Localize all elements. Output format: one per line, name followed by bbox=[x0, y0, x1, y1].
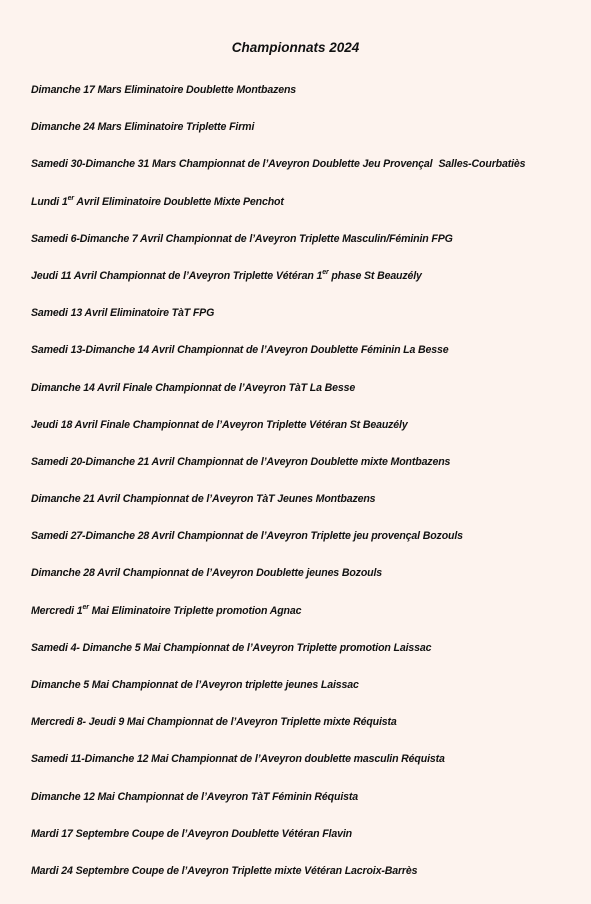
event-item bbox=[31, 232, 586, 269]
event-item bbox=[31, 641, 586, 678]
event-text: Samedi 30-Dimanche 31 Mars Championnat de l’Aveyron Doublette Jeu Provençal bbox=[31, 158, 433, 171]
event-text: Dimanche 21 Avril Championnat de l’Aveyron TàT Jeunes Montbazens bbox=[31, 493, 376, 506]
event-item bbox=[31, 418, 586, 455]
event-item bbox=[31, 381, 586, 418]
event-item bbox=[31, 492, 586, 529]
event-text-start: Lundi 1 bbox=[31, 195, 68, 208]
event-item bbox=[31, 566, 586, 603]
event-location: Salles-Courbatiès bbox=[438, 158, 526, 171]
event-text-end: phase St Beauzély bbox=[328, 269, 422, 282]
event-text: Samedi 13 Avril Eliminatoire TàT FPG bbox=[31, 307, 215, 320]
event-text: Mardi 24 Septembre Coupe de l’Aveyron Triplette mixte Vétéran Lacroix-Barrès bbox=[31, 864, 418, 877]
ordinal-suffix: er bbox=[67, 194, 74, 202]
event-item bbox=[31, 455, 586, 492]
event-text-end: Mai Eliminatoire Triplette promotion Agnac bbox=[88, 604, 302, 617]
event-text: Dimanche 5 Mai Championnat de l’Aveyron triplette jeunes Laissac bbox=[31, 679, 359, 691]
event-text: Dimanche 24 Mars Eliminatoire Triplette Firmi bbox=[31, 121, 255, 134]
event-item bbox=[31, 157, 586, 194]
ordinal-suffix: er bbox=[322, 268, 329, 276]
event-text-start: Mercredi 1 bbox=[31, 604, 83, 617]
event-item bbox=[31, 83, 586, 120]
event-text: Dimanche 17 Mars Eliminatoire Doublette Montbazens bbox=[31, 84, 297, 96]
page-title: Championnats 2024 bbox=[231, 40, 360, 55]
event-item bbox=[31, 715, 586, 752]
event-item bbox=[31, 529, 586, 566]
event-item bbox=[31, 752, 586, 789]
event-text-start: Jeudi 11 Avril Championnat de l’Aveyron Triplette Vétéran 1 bbox=[31, 269, 323, 282]
event-text: Jeudi 18 Avril Finale Championnat de l’Aveyron Triplette Vétéran St Beauzély bbox=[31, 418, 408, 431]
event-item bbox=[31, 604, 586, 641]
event-item bbox=[31, 864, 586, 901]
event-item bbox=[31, 790, 586, 827]
event-text: Dimanche 28 Avril Championnat de l’Aveyron Doublette jeunes Bozouls bbox=[31, 567, 382, 580]
ordinal-suffix: er bbox=[82, 603, 89, 611]
event-text: Samedi 27-Dimanche 28 Avril Championnat de l’Aveyron Triplette jeu provençal Bozouls bbox=[31, 530, 463, 543]
event-item bbox=[31, 120, 586, 157]
event-item bbox=[31, 343, 586, 380]
event-text: Mardi 17 Septembre Coupe de l’Aveyron Doublette Vétéran Flavin bbox=[31, 827, 352, 840]
event-item bbox=[31, 269, 586, 306]
event-text: Samedi 6-Dimanche 7 Avril Championnat de l’Aveyron Triplette Masculin/Féminin FPG bbox=[31, 232, 453, 245]
event-list bbox=[31, 83, 586, 901]
event-text: Dimanche 12 Mai Championnat de l’Aveyron TàT Féminin Réquista bbox=[31, 790, 358, 803]
event-text: Samedi 20-Dimanche 21 Avril Championnat de l’Aveyron Doublette mixte Montbazens bbox=[31, 455, 451, 468]
event-text: Samedi 11-Dimanche 12 Mai Championnat de l’Aveyron doublette masculin Réquista bbox=[31, 753, 445, 766]
event-item bbox=[31, 678, 586, 715]
event-text: Mercredi 8- Jeudi 9 Mai Championnat de l’Aveyron Triplette mixte Réquista bbox=[31, 716, 397, 729]
event-text: Dimanche 14 Avril Finale Championnat de l’Aveyron TàT La Besse bbox=[31, 381, 356, 394]
event-item bbox=[31, 195, 586, 232]
event-text: Samedi 13-Dimanche 14 Avril Championnat de l’Aveyron Doublette Féminin La Besse bbox=[31, 344, 449, 357]
event-item bbox=[31, 306, 586, 343]
event-text: Samedi 4- Dimanche 5 Mai Championnat de l’Aveyron Triplette promotion Laissac bbox=[31, 641, 432, 654]
event-item bbox=[31, 827, 586, 864]
event-text-end: Avril Eliminatoire Doublette Mixte Penchot bbox=[73, 195, 284, 208]
